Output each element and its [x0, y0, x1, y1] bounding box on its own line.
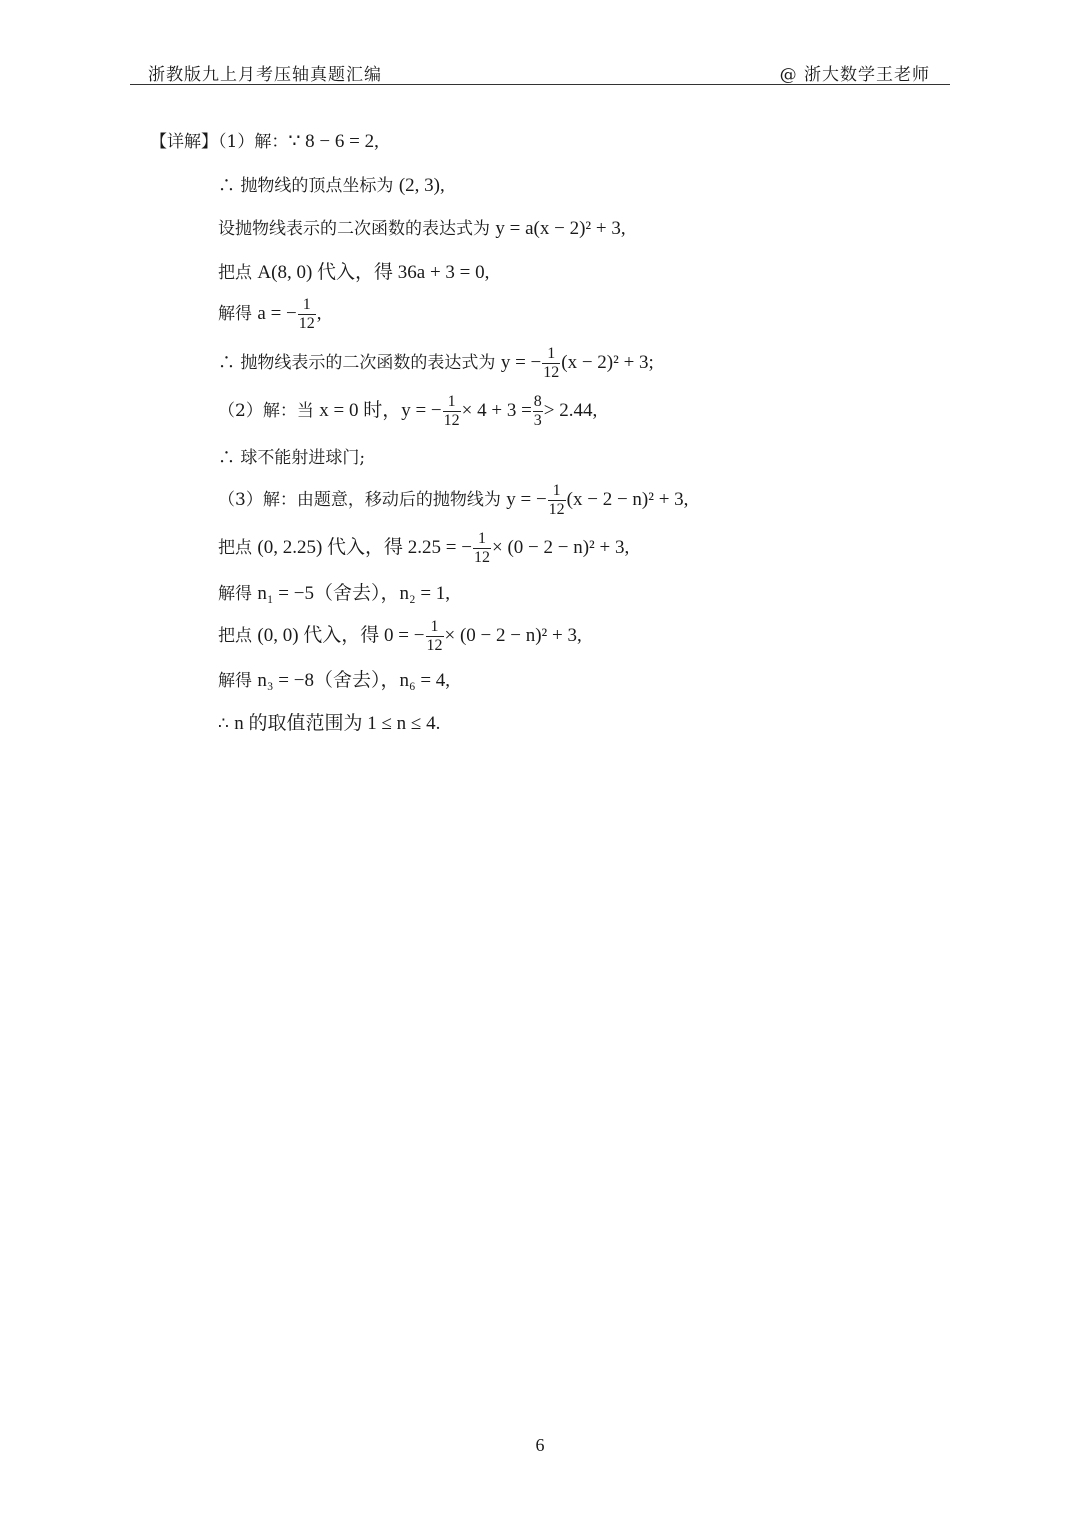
line-prefix: （3）解：由题意，移动后的抛物线为: [218, 490, 507, 510]
line-math: × 4 + 3 =: [461, 400, 532, 421]
fraction-denominator: 12: [426, 637, 443, 654]
line-prefix: 设抛物线表示的二次函数的表达式为: [218, 219, 496, 239]
line-math: ∵ 8 − 6 = 2,: [288, 131, 379, 152]
line-math: n₁ = −5（舍去），n₂ = 1,: [257, 583, 451, 604]
line-math: × (0 − 2 − n)² + 3,: [492, 537, 630, 558]
line-prefix: ∴ 球不能射进球门;: [218, 448, 366, 468]
line-math: (x − 2 − n)² + 3,: [566, 489, 689, 510]
line-math: (x − 2)² + 3;: [561, 352, 654, 373]
line-prefix: （2）解：当: [218, 401, 320, 421]
line-math: y = −: [500, 352, 542, 373]
solution-line: [218, 262, 489, 284]
page-number: 6: [535, 1435, 545, 1455]
line-math: x = 0 时，y = −: [319, 400, 442, 421]
fraction-numerator: 8: [533, 393, 542, 410]
line-math: n₃ = −8（舍去），n₆ = 4,: [257, 670, 451, 691]
line-prefix: 把点: [218, 263, 258, 283]
solution-line: [218, 393, 597, 430]
fraction-denominator: 12: [474, 549, 490, 566]
line-prefix: ∴: [218, 714, 235, 734]
fraction-denominator: 12: [548, 501, 565, 518]
fraction-numerator: 1: [298, 296, 316, 315]
fraction-denominator: 12: [443, 412, 460, 429]
solution-line: [218, 218, 626, 240]
fraction-numerator: 1: [473, 530, 491, 549]
solution-line: [218, 530, 629, 567]
line-prefix: 把点: [218, 626, 258, 646]
solution-line: [218, 296, 322, 333]
fraction: [533, 393, 543, 430]
line-math: × (0 − 2 − n)² + 3,: [444, 625, 582, 646]
header-title: 浙教版九上月考压轴真题汇编: [148, 65, 382, 85]
line-prefix: 解得: [218, 671, 258, 691]
header-rule: [130, 84, 950, 85]
line-math: y = a(x − 2)² + 3,: [495, 218, 626, 239]
fraction: [548, 482, 566, 519]
solution-line: [218, 618, 582, 655]
fraction-denominator: 12: [543, 364, 560, 381]
solution-line: [218, 345, 654, 382]
line-math: > 2.44,: [543, 400, 598, 421]
line-prefix: 解得: [218, 304, 258, 324]
line-prefix: 解得: [218, 584, 258, 604]
fraction: [443, 393, 461, 430]
header-author: @ 浙大数学王老师: [779, 65, 930, 85]
solution-line: [218, 175, 445, 197]
line-math: (2, 3),: [398, 175, 445, 196]
solution-line: [218, 482, 688, 519]
solution-line: [218, 713, 440, 735]
line-math: ,: [316, 303, 322, 324]
solution-line: [218, 447, 365, 469]
solution-line: [150, 131, 379, 153]
line-prefix: ∴ 抛物线表示的二次函数的表达式为: [218, 353, 501, 373]
fraction-denominator: 3: [533, 412, 542, 429]
fraction-numerator: 1: [542, 345, 560, 364]
fraction: [426, 618, 444, 655]
line-math: y = −: [506, 489, 547, 510]
fraction: [473, 530, 491, 567]
line-math: A(8, 0) 代入，得 36a + 3 = 0,: [257, 262, 490, 283]
fraction-numerator: 1: [443, 393, 461, 412]
fraction-numerator: 1: [548, 482, 566, 501]
line-math: n 的取值范围为 1 ≤ n ≤ 4.: [234, 713, 441, 734]
line-prefix: ∴ 抛物线的顶点坐标为: [218, 176, 399, 196]
line-math: (0, 2.25) 代入，得 2.25 = −: [257, 537, 472, 558]
solution-line: [218, 583, 450, 605]
fraction: [542, 345, 560, 382]
line-prefix: 把点: [218, 538, 258, 558]
line-math: a = −: [257, 303, 297, 324]
fraction: [298, 296, 316, 333]
line-prefix: 【详解】（1）解：: [150, 132, 289, 152]
fraction-numerator: 1: [426, 618, 444, 637]
solution-line: [218, 670, 450, 692]
line-math: (0, 0) 代入，得 0 = −: [257, 625, 425, 646]
fraction-denominator: 12: [298, 315, 315, 332]
